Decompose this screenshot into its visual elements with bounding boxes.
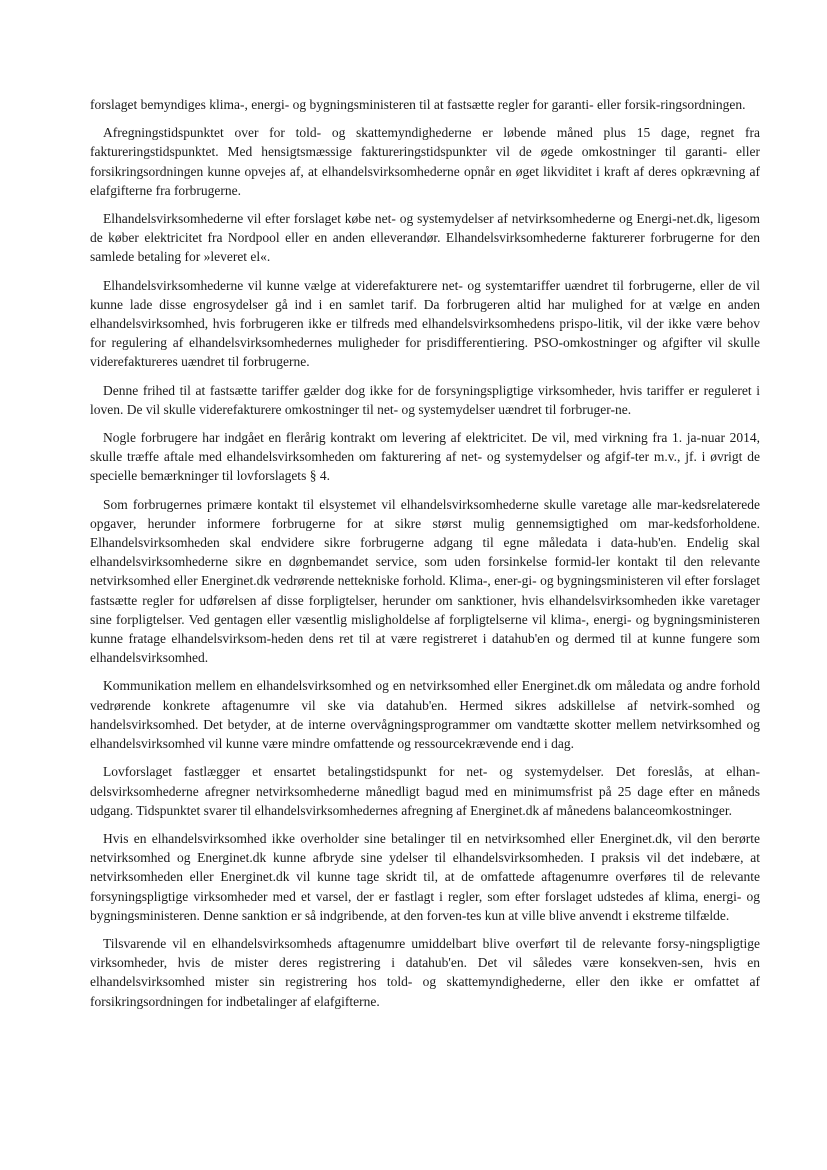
paragraph-9: Lovforslaget fastlægger et ensartet betalingstidspunkt for net- og systemydelser. Det foreslås, at elhan-delsvirksomhederne afregner netvirksomhederne månedligt bagud med en minimumsfrist på 25 dage efter en måneds udgang. Tidspunktet svarer til elhandelsvirksomhedernes afregning af Energinet.dk af månedens balanceomkostninger. (90, 764, 760, 818)
paragraph-8: Kommunikation mellem en elhandelsvirksomhed og en netvirksomhed eller Energinet.dk om måledata og andre forhold vedrørende konkrete aftagenumre vil ske via datahub'en. Hermed sikres adskillelse af netvirk-somhed og handelsvirksomhed. Det betyder, at de interne overvågningsprogrammer om vandtætte skotter mellem netvirksomhed og elhandelsvirksomhed vil kunne være mindre omfattende og ressourcekrævende end i dag. (90, 678, 760, 752)
paragraph-6: Nogle forbrugere har indgået en flerårig kontrakt om levering af elektricitet. De vil, med virkning fra 1. ja-nuar 2014, skulle træffe aftale med elhandelsvirksomheden om fakturering af net- og systemydelser og afgif-ter m.v., jf. i øvrigt de specielle bemærkninger til lovforslagets § 4. (90, 430, 760, 484)
paragraph-11: Tilsvarende vil en elhandelsvirksomheds aftagenumre umiddelbart blive overført til de relevante forsy-ningspligtige virksomheder, hvis de mister deres registrering i datahub'en. Det vil således være konsekven-sen, hvis en elhandelsvirksomhed mister sin registrering hos told- og skattemyndighederne, eller den ikke er omfattet af forsikringsordningen for indbetalinger af elafgifterne. (90, 935, 760, 1009)
paragraph-7: Som forbrugernes primære kontakt til elsystemet vil elhandelsvirksomhederne skulle varetage alle mar-kedsrelaterede opgaver, herunder informere forbrugerne for at sikre størst mulig gennemsigtighed om mar-kedsforholdene. Elhandelsvirksomheden skal endvidere sikre forbrugerne adgang til egne måledata i data-hub'en. Endelig skal elhandelsvirksomhederne sikre en døgnbemandet service, som uden forsinkelse formid-ler kontakt til den relevante netvirksomhed eller Energinet.dk vedrørende nettekniske forhold. Klima-, ener-gi- og bygningsministeren vil efter forslaget fastsætte regler for udførelsen af disse forpligtelser, herunder om sanktioner, hvis elhandelsvirksomheden ikke varetager sine forpligtelser. Ved gentagen eller væsentlig misligholdelse af forpligtelserne vil klima-, energi- og bygningsministeren kunne fratage elhandelsvirksom-heden dens ret til at være registreret i datahub'en og dermed til at kunne fungere som elhandelsvirksomhed. (90, 496, 760, 666)
paragraph-3: Elhandelsvirksomhederne vil efter forslaget købe net- og systemydelser af netvirksomhederne og Energi-net.dk, ligesom de køber elektricitet fra Nordpool eller en anden elleverandør. Elhandelsvirksomhederne fakturerer forbrugerne for den samlede betaling for »leveret el«. (90, 211, 760, 265)
paragraph-5: Denne frihed til at fastsætte tariffer gælder dog ikke for de forsyningspligtige virksomheder, hvis tariffer er reguleret i loven. De vil skulle viderefakturere omkostninger til net- og systemydelser uændret til forbruger-ne. (90, 382, 760, 417)
document-page (90, 95, 760, 1020)
paragraph-1: forslaget bemyndiges klima-, energi- og bygningsministeren til at fastsætte regler for garanti- eller forsik-ringsordningen. (90, 97, 746, 112)
paragraph-10: Hvis en elhandelsvirksomhed ikke overholder sine betalinger til en netvirksomhed eller Energinet.dk, vil den berørte netvirksomhed og Energinet.dk kunne afbryde sine ydelser til elhandelsvirksomheden. I praksis vil det indebære, at netvirksomheden eller Energinet.dk vil kunne tage skridt til, at de omfattede aftagenumre overføres til de relevante forsyningspligtige virksomheder med et varsel, der er fastlagt i regler, som efter forslaget udstedes af klima, energi- og bygningsministeren. Denne sanktion er så indgribende, at den forven-tes kun at ville blive anvendt i ekstreme tilfælde. (90, 830, 760, 923)
paragraph-4: Elhandelsvirksomhederne vil kunne vælge at viderefakturere net- og systemtariffer uændret til forbrugerne, eller de vil kunne lade disse engrosydelser gå ind i en samlet tarif. Da forbrugeren altid har mulighed for at vælge en anden elhandelsvirksomhed, hvis forbrugeren ikke er tilfreds med elhandelsvirksomhedens prispo-litik, vil der ikke være behov for regulering af elhandelsvirksomhedernes muligheder for prisdifferentiering. PSO-omkostninger og afgifter vil skulle viderefaktureres uændret til forbrugerne. (90, 277, 760, 370)
paragraph-2: Afregningstidspunktet over for told- og skattemyndighederne er løbende måned plus 15 dage, regnet fra faktureringstidspunktet. Med hensigtsmæssige faktureringstidspunkter vil de øgede omkostninger til garanti- eller forsikringsordningen kunne opvejes af, at elhandelsvirksomhederne opnår en øget likviditet i kraft af deres opkrævning af elafgifterne fra forbrugerne. (90, 125, 760, 198)
